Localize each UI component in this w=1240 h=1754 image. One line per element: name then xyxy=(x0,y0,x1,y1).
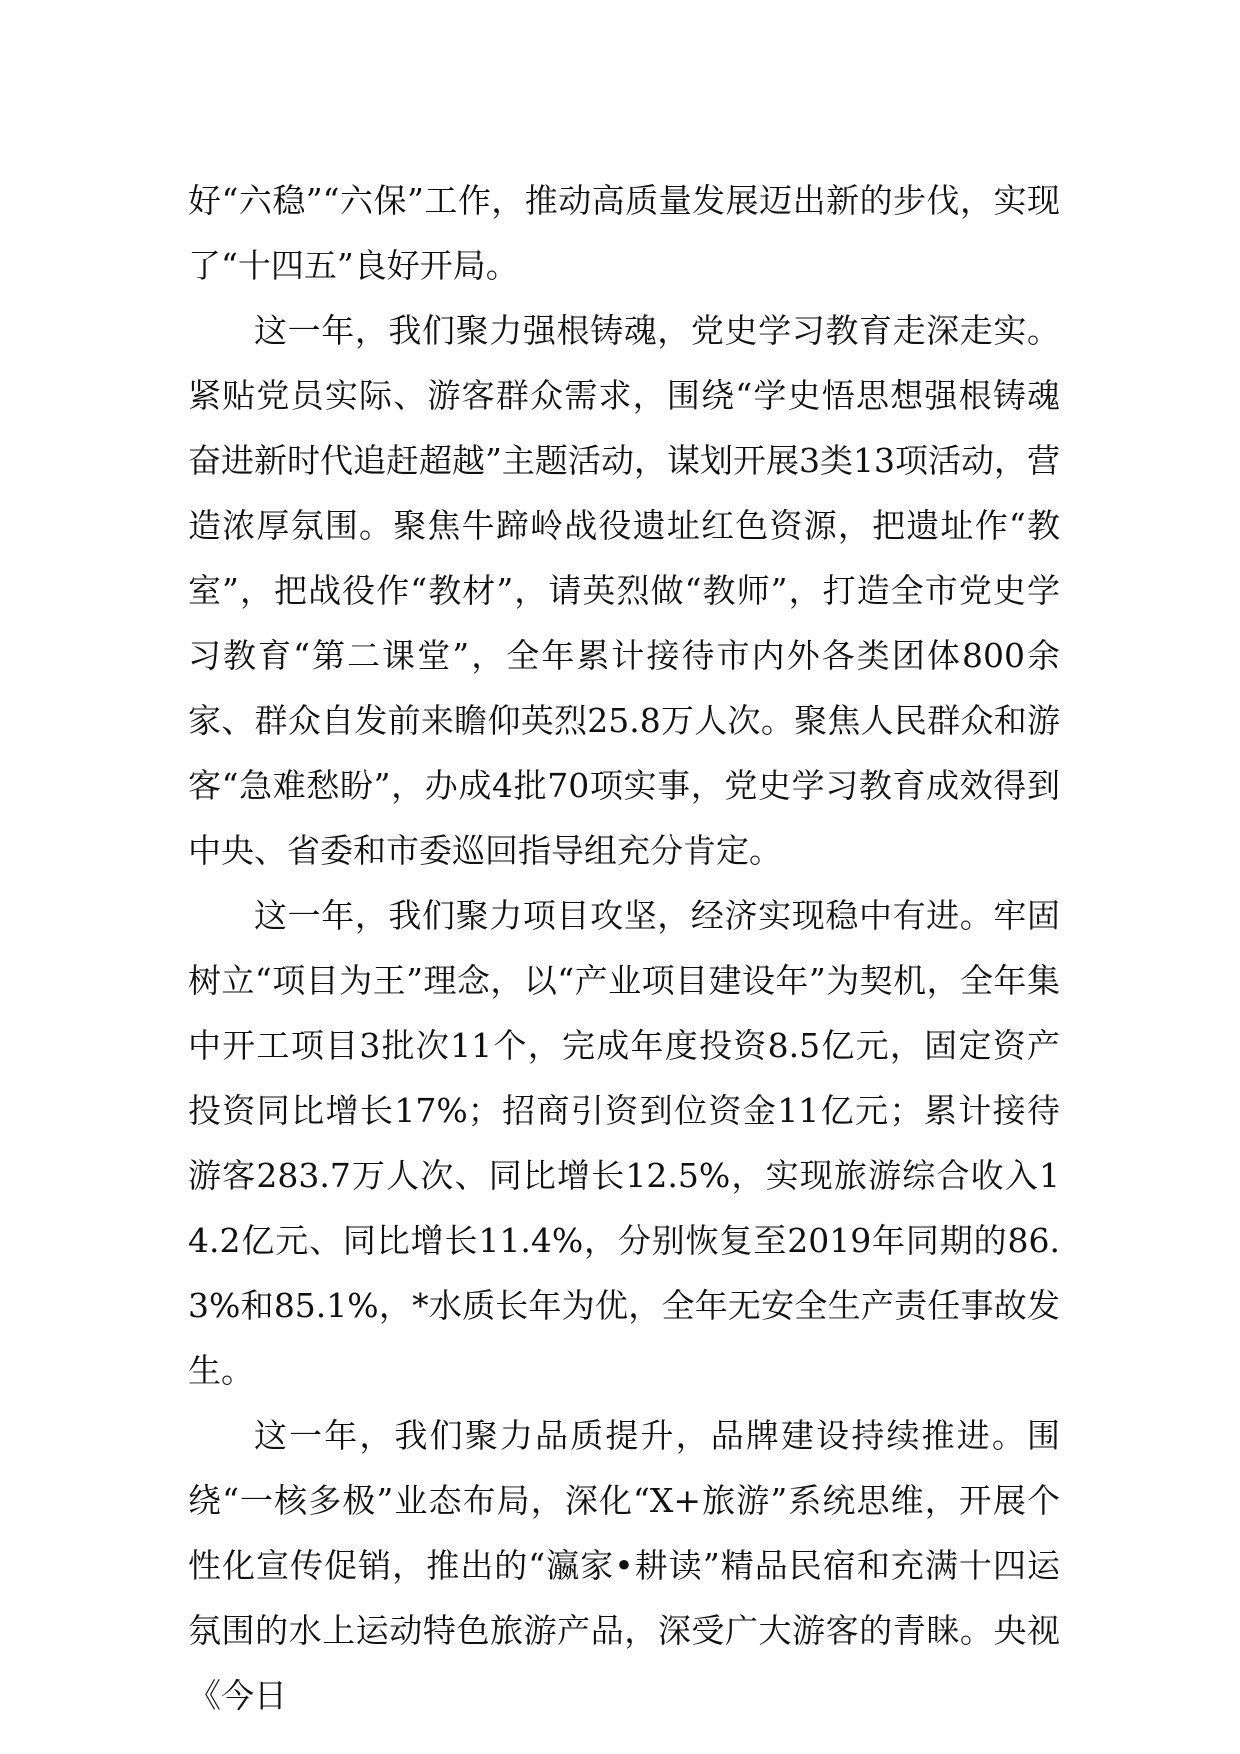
paragraph-continuation: 好“六稳”“六保”工作，推动高质量发展迈出新的步伐，实现了“十四五”良好开局。 xyxy=(188,181,1060,285)
paragraph-brand-building: 这一年，我们聚力品质提升，品牌建设持续推进。围绕“一核多极”业态布局，深化“X+旅游”系统思维，开展个性化宣传促销，推出的“瀛家•耕读”精品民宿和充满十四运氛围的水上运动特色旅游产品，深受广大游客的青睐。央视《今日 xyxy=(188,1416,1060,1715)
document-body xyxy=(188,168,1060,1728)
paragraph-project-investment: 这一年，我们聚力项目攻坚，经济实现稳中有进。牢固树立“项目为王”理念，以“产业项目建设年”为契机，全年集中开工项目3批次11个，完成年度投资8.5亿元，固定资产投资同比增长17%；招商引资到位资金11亿元；累计接待游客283.7万人次、同比增长12.5%，实现旅游综合收入14.2亿元、同比增长11.4%，分别恢复至2019年同期的86.3%和85.1%，*水质长年为优，全年无安全生产责任事故发生。 xyxy=(188,896,1060,1390)
paragraph-party-history-education: 这一年，我们聚力强根铸魂，党史学习教育走深走实。紧贴党员实际、游客群众需求，围绕“学史悟思想强根铸魂 奋进新时代追赶超越”主题活动，谋划开展3类13项活动，营造浓厚氛围。聚焦牛蹄岭战役遗址红色资源，把遗址作“教室”，把战役作“教材”，请英烈做“教师”，打造全市党史学习教育“第二课堂”，全年累计接待市内外各类团体800余家、群众自发前来瞻仰英烈25.8万人次。聚焦人民群众和游客“急难愁盼”，办成4批70项实事，党史学习教育成效得到中央、省委和市委巡回指导组充分肯定。 xyxy=(188,311,1060,870)
